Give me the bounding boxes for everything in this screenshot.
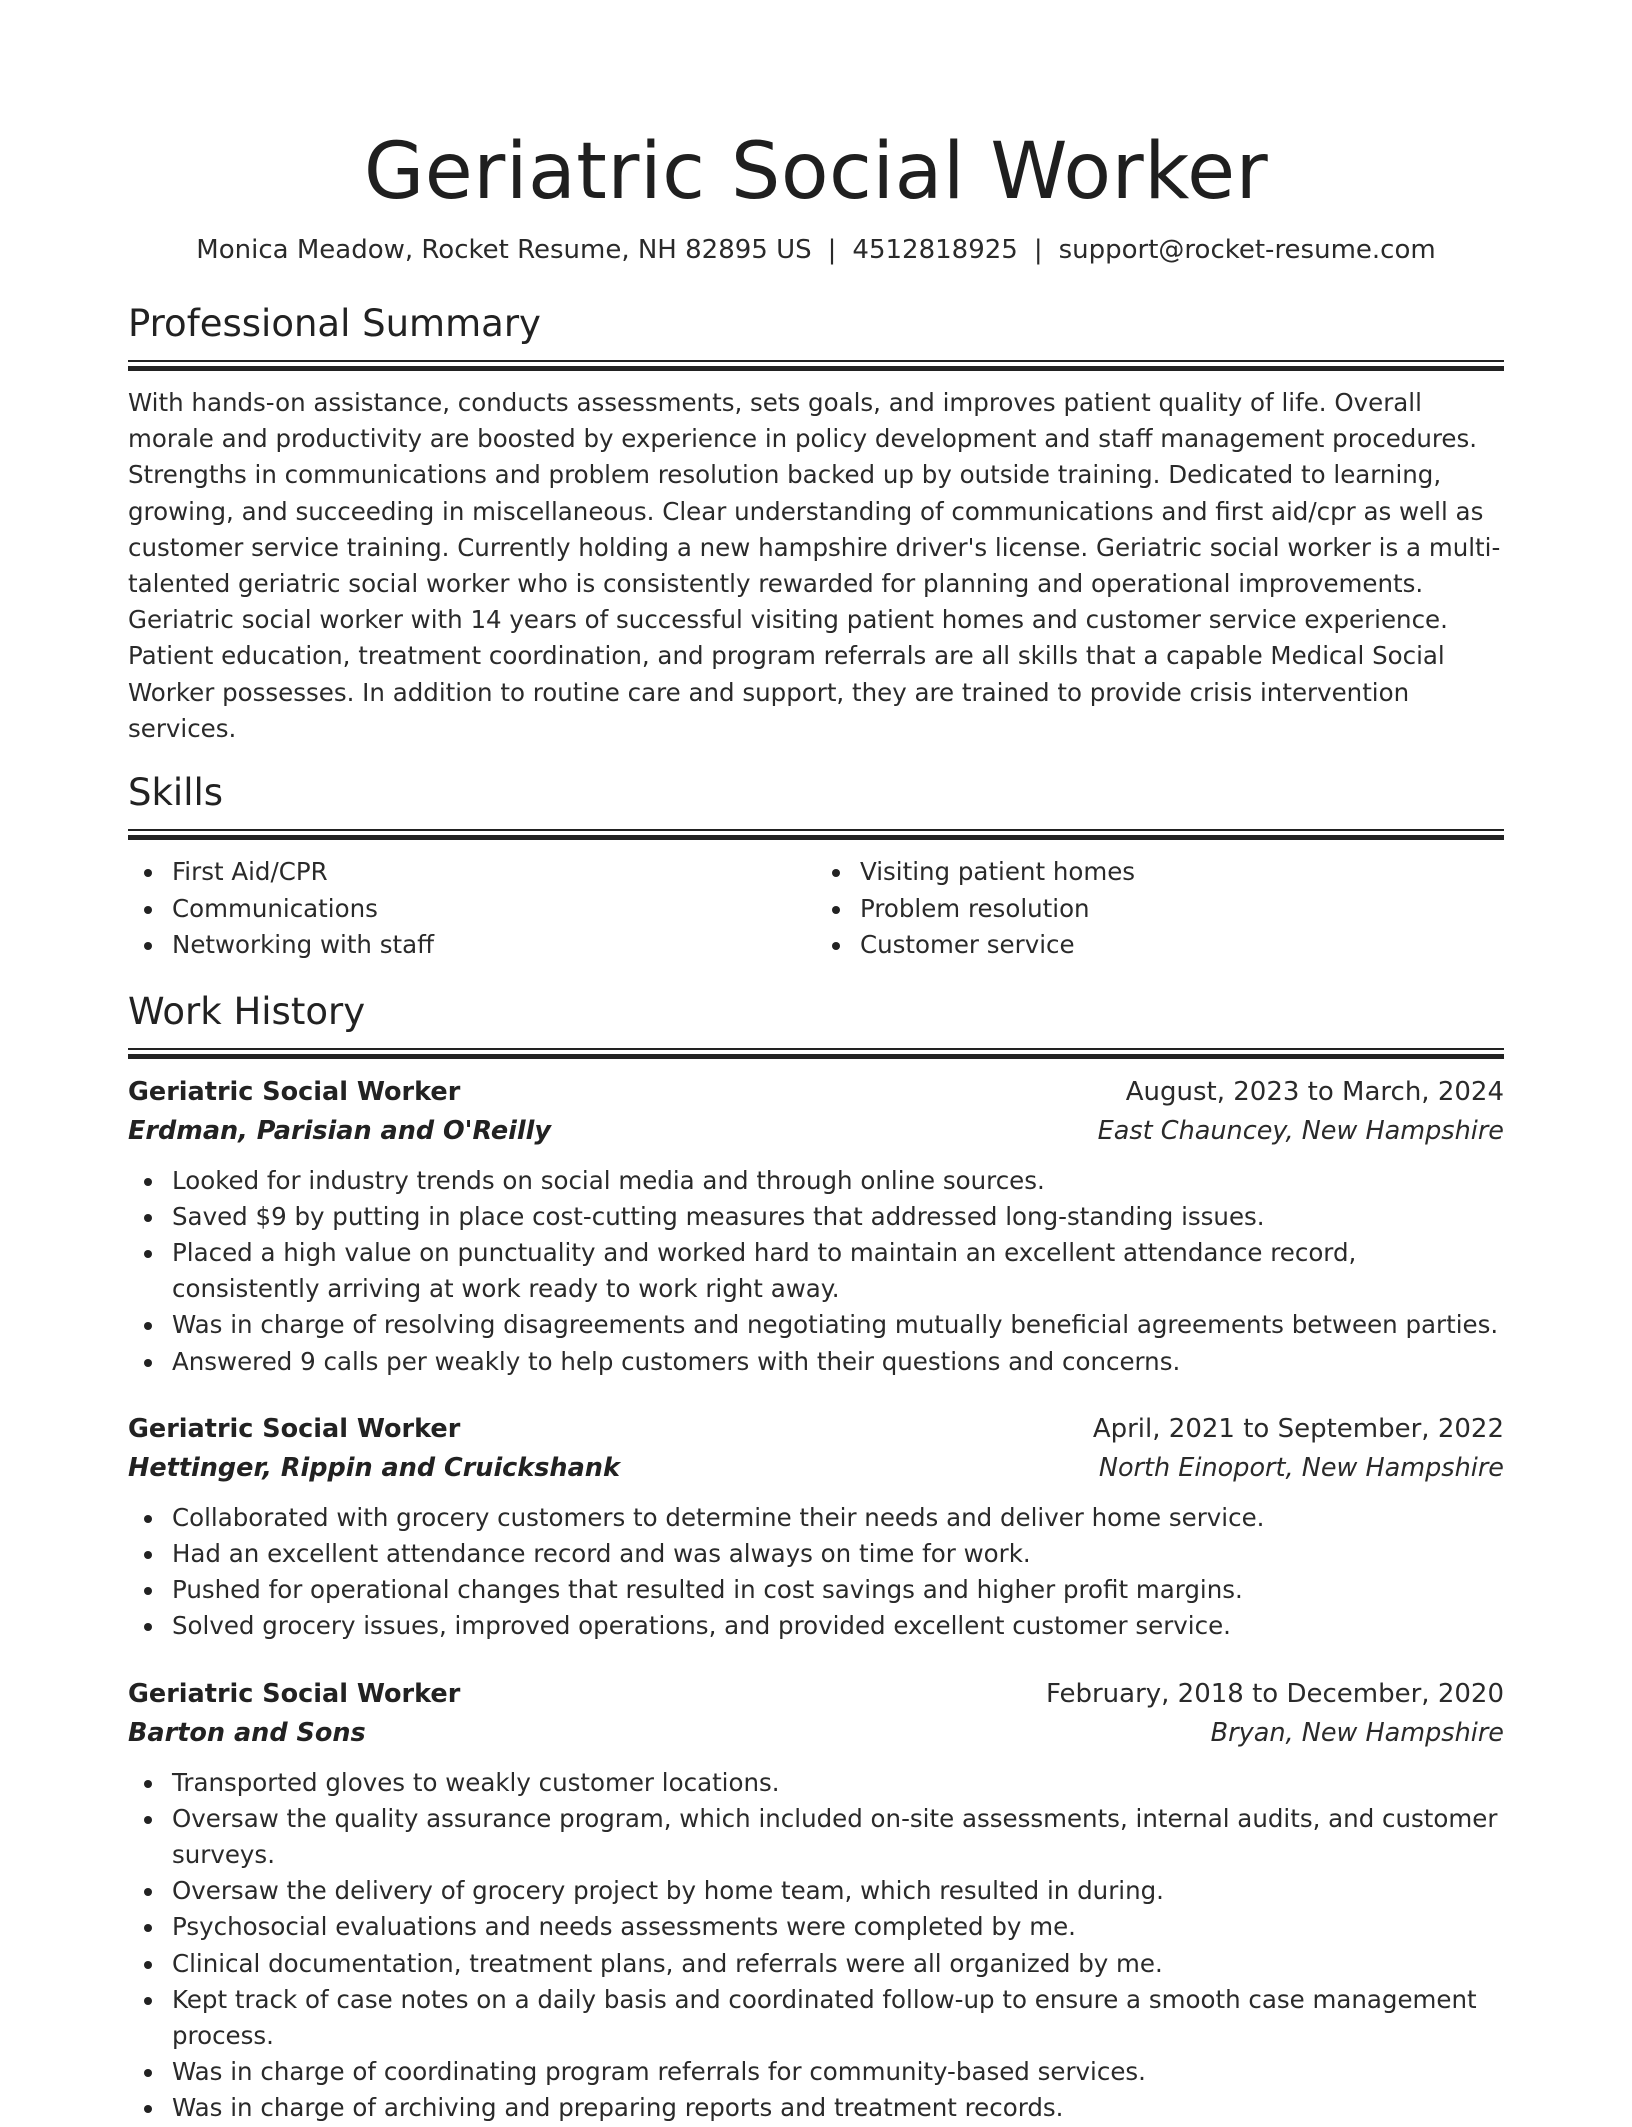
section-heading-work: Work History	[128, 989, 366, 1033]
contact-address: Monica Meadow, Rocket Resume, NH 82895 US	[196, 235, 812, 265]
skill-item: Visiting patient homes	[816, 854, 1504, 891]
job-title: Geriatric Social Worker	[128, 1678, 461, 1709]
job-header	[128, 1675, 1504, 1713]
section-heading-skills: Skills	[128, 771, 224, 815]
skill-item: Customer service	[816, 927, 1504, 964]
job-subheader	[128, 1448, 1504, 1488]
job-bullet: Had an excellent attendance record and was always on time for work.	[128, 1536, 1504, 1572]
job-bullet: Collaborated with grocery customers to determine their needs and deliver home service.	[128, 1500, 1504, 1536]
skill-item: Communications	[128, 891, 816, 928]
resume-page	[128, 118, 1504, 2127]
contact-line	[128, 232, 1504, 268]
job-bullet: Oversaw the quality assurance program, which included on-site assessments, internal audits, and customer surveys.	[128, 1801, 1504, 1873]
job-header	[128, 1410, 1504, 1448]
job-title: Geriatric Social Worker	[128, 1413, 461, 1444]
job-bullet: Clinical documentation, treatment plans, and referrals were all organized by me.	[128, 1946, 1504, 1982]
section-divider	[128, 360, 1504, 371]
contact-separator: |	[1033, 235, 1043, 265]
job-bullet: Saved $9 by putting in place cost-cutting measures that addressed long-standing issues.	[128, 1199, 1504, 1235]
job-bullet: Was in charge of coordinating program referrals for community-based services.	[128, 2054, 1504, 2090]
job-bullet: Answered 9 calls per weakly to help customers with their questions and concerns.	[128, 1344, 1504, 1380]
contact-phone: 4512818925	[852, 235, 1018, 265]
job-dates: February, 2018 to December, 2020	[1045, 1678, 1504, 1709]
job-company: Erdman, Parisian and O'Reilly	[128, 1115, 551, 1146]
job-header	[128, 1073, 1504, 1111]
job-bullet: Placed a high value on punctuality and worked hard to maintain an excellent attendance record, consistently arriving at work ready to work right away.	[128, 1235, 1504, 1307]
job-title: Geriatric Social Worker	[128, 1076, 461, 1107]
summary-text: With hands-on assistance, conducts assessments, sets goals, and improves patient quality of life. Overall morale and productivity are boosted by experience in policy development and staff management procedures. Strengths in communications and problem resolution backed up by outside training. Dedicated to learning, growing, and succeeding in miscellaneous. Clear understanding of communications and first aid/cpr as well as customer service training. Currently holding a new hampshire driver's license. Geriatric social worker is a multi-talented geriatric social worker who is consistently rewarded for planning and operational improvements. Geriatric social worker with 14 years of successful visiting patient homes and customer service experience. Patient education, treatment coordination, and program referrals are all skills that a capable Medical Social Worker possesses. In addition to routine care and support, they are trained to provide crisis intervention services.	[128, 388, 1501, 743]
job-company: Barton and Sons	[128, 1717, 366, 1748]
skills-list	[128, 854, 1504, 964]
job-bullet: Was in charge of resolving disagreements and negotiating mutually beneficial agreements between parties.	[128, 1307, 1504, 1343]
section-heading-summary: Professional Summary	[128, 302, 541, 345]
job-company: Hettinger, Rippin and Cruickshank	[128, 1452, 620, 1483]
job-bullets	[128, 1500, 1504, 1645]
job-location: East Chauncey, New Hampshire	[1097, 1115, 1504, 1146]
resume-title: Geriatric Social Worker	[363, 127, 1269, 217]
skill-item: Networking with staff	[128, 927, 816, 964]
contact-separator: |	[827, 235, 837, 265]
job-dates: August, 2023 to March, 2024	[1125, 1076, 1504, 1107]
job-bullet: Solved grocery issues, improved operations, and provided excellent customer service.	[128, 1608, 1504, 1644]
skill-item: First Aid/CPR	[128, 854, 816, 891]
job-dates: April, 2021 to September, 2022	[1092, 1413, 1504, 1444]
job-bullet: Looked for industry trends on social media and through online sources.	[128, 1163, 1504, 1199]
job-bullets	[128, 1163, 1504, 1380]
skill-item: Problem resolution	[816, 891, 1504, 928]
job-bullet: Transported gloves to weakly customer locations.	[128, 1765, 1504, 1801]
job-entry	[128, 1073, 1504, 1380]
section-divider	[128, 1048, 1504, 1059]
job-subheader	[128, 1713, 1504, 1753]
job-subheader	[128, 1111, 1504, 1151]
job-bullet: Pushed for operational changes that resulted in cost savings and higher profit margins.	[128, 1572, 1504, 1608]
job-bullets	[128, 1765, 1504, 2127]
contact-email: support@rocket-resume.com	[1058, 235, 1436, 265]
section-divider	[128, 829, 1504, 840]
job-location: Bryan, New Hampshire	[1210, 1717, 1504, 1748]
job-entry	[128, 1675, 1504, 2127]
job-location: North Einoport, New Hampshire	[1098, 1452, 1504, 1483]
job-bullet: Kept track of case notes on a daily basis and coordinated follow-up to ensure a smooth case management process.	[128, 1982, 1504, 2054]
job-bullet: Oversaw the delivery of grocery project by home team, which resulted in during.	[128, 1873, 1504, 1909]
job-bullet: Was in charge of archiving and preparing reports and treatment records.	[128, 2090, 1504, 2126]
job-entry	[128, 1410, 1504, 1645]
job-bullet: Psychosocial evaluations and needs assessments were completed by me.	[128, 1909, 1504, 1945]
